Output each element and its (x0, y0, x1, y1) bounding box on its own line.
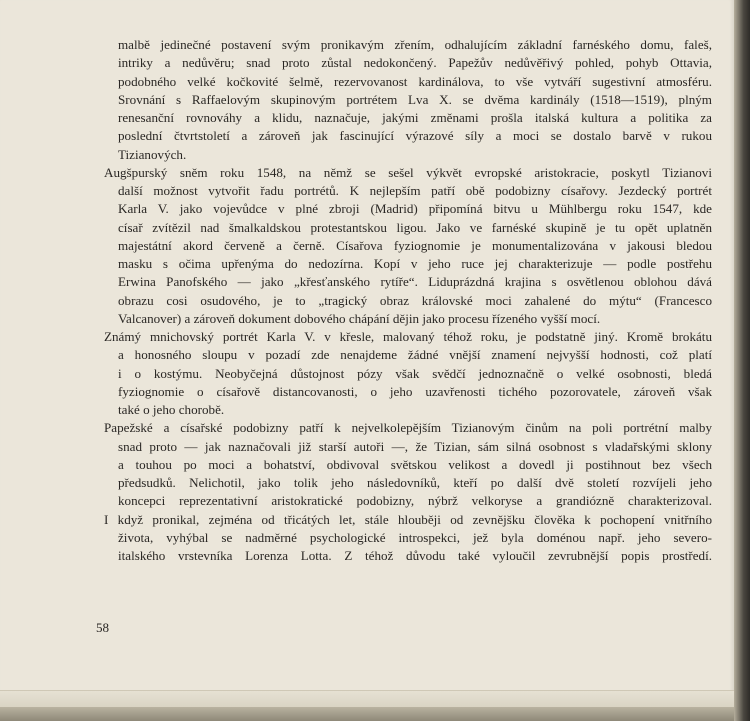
text-line: a touhou po moci a bohatství, obdivoval světskou velikost a dovedl ji postihnout bez všech (118, 456, 712, 472)
text-line: císař zvítězil nad šmalkaldskou protestantskou ligou. Jako ve farnéské skupině je tu opět uplatněn (118, 219, 712, 235)
text-line: a honosného sloupu v pozadí zde nenajdeme žádné vnější znamení nejvyšší hodnosti, což platí (118, 347, 712, 363)
text-line: Karla V. jako vojevůdce v plné zbroji (Madrid) připomíná bitvu u Mühlbergu roku 1547, kde (118, 201, 712, 217)
text-line: Augšpurský sněm roku 1548, na němž se sešel výkvět evropské aristokracie, poskytl Tizianovi (104, 164, 712, 180)
text-line: Srovnání s Raffaelovým skupinovým portrétem Lva X. se dvěma kardinály (1518—1519), plným (118, 91, 712, 107)
text-line: koncepci reprezentativní aristokratické podobizny, nýbrž velkoryse a grandiózně charakterizoval. (118, 493, 712, 509)
book-spine-edge (734, 0, 750, 721)
text-line: podobného velké kočkovité šelmě, rezervovanost kardinálova, to vše vytváří sugestivní atmosféru. (118, 73, 712, 89)
text-line: také o jeho chorobě. (118, 402, 225, 417)
text-line: předsudků. Nelichotil, jako tolik jeho následovníků, kteří po další dvě století rozvíjeli jeho (118, 475, 712, 490)
text-line: života, vyhýbal se nadměrné psychologické introspekci, jež byla doménou např. jeho severo- (118, 529, 712, 545)
body-text (0, 36, 712, 565)
page-shadow (0, 707, 734, 721)
text-line: snad proto — jak naznačovali již starší autoři —, že Tizian, sám silná osobnost s vladařskými sklony (118, 438, 712, 454)
text-line: Známý mnichovský portrét Karla V. v křesle, malovaný téhož roku, je podstatně jiný. Kromě brokátu (104, 329, 712, 344)
text-line: I když pronikal, zejména od třicátých let, stále hlouběji od zevnějšku člověka k pochopení vnitřního (104, 511, 712, 527)
text-line: Valcanover) a zároveň dokument dobového chápání dějin jako procesu řízeného vyšší mocí. (118, 310, 601, 326)
text-line: renesanční rovnováhy a klidu, naznačuje, jakými změnami prošla italská kultura a politika za (118, 110, 712, 125)
text-line: další možnost vytvořit řadu portrétů. K nejlepším patří obě podobizny císařovy. Jezdecký portrét (118, 183, 712, 198)
text-line: malbě jedinečné postavení svým pronikavým zřením, odhalujícím základní farnéského domu, faleš, (118, 37, 712, 52)
text-line: Tizianových. (118, 146, 187, 162)
text-line: majestátní akord červeně a černě. Císařova fyziognomie je monumentalizována v jakousi bledou (118, 237, 712, 253)
text-line: Papežské a císařské podobizny patří k nejvelkolepějším Tizianovým činům na poli portrétní malby (104, 420, 712, 436)
text-line: obrazu cosi osudového, je to „tragický obraz královské moci zahalené do mýtu“ (Francesco (118, 292, 712, 308)
text-line: italského vrstevníka Lorenza Lotta. Z téhož důvodu také vyloučil zevrubnější popis prostředí. (118, 548, 712, 563)
text-line: Erwina Panofského — jako „křesťanského rytíře“. Liduprázdná krajina s osvětlenou oblohou dává (118, 274, 712, 290)
text-line: masku s očima upřenýma do nedozírna. Kopí v jeho ruce jej charakterizuje — podle postřehu (118, 256, 712, 271)
page-number: 58 (96, 620, 110, 635)
text-line: fyziognomie o císařově distancovanosti, o jeho uzavřenosti tichého pozorovatele, zároveň však (118, 383, 712, 399)
text-line: intriky a nedůvěru; snad proto zůstal nedokončený. Papežův nedůvěřivý pohled, pohyb Ottavia, (118, 55, 712, 71)
text-line: poslední čtvrtstoletí a zároveň jak fascinující výrazové síly a moci se dostalo barvě v rukou (118, 128, 712, 144)
text-line: i o kostýmu. Neobyčejná důstojnost pózy však svědčí jednoznačně o velké osobnosti, bledá (118, 365, 712, 381)
